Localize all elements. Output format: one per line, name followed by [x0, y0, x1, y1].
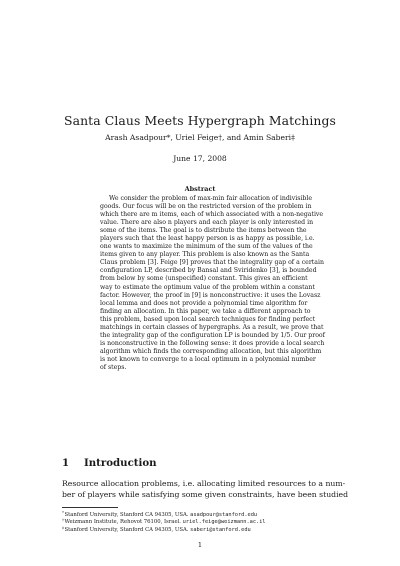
abstract-body	[100, 195, 325, 372]
section-title: Introduction	[84, 457, 157, 469]
abstract-line: local lemma and does not provide a polynomial time algorithm for	[100, 299, 308, 307]
abstract-heading: Abstract	[184, 185, 216, 193]
abstract-line: finding an allocation. In this paper, we take a different approach to	[100, 307, 311, 315]
abstract-line: matchings in certain classes of hypergraphs. As a result, we prove that	[100, 323, 324, 331]
footnote-email: saberi@stanford.edu	[190, 526, 251, 533]
footnote-rule	[62, 507, 118, 508]
abstract-line: this problem, based upon local search techniques for finding perfect	[100, 315, 316, 323]
abstract-line: We consider the problem of max-min fair allocation of indivisible	[109, 195, 313, 202]
paper-date: June 17, 2008	[173, 154, 227, 163]
footnote-email: asadpour@stanford.edu	[190, 511, 258, 518]
footnote-affiliation: Stanford University, Stanford CA 94305, USA.	[64, 511, 191, 518]
abstract-line: value. There are also n players and each player is only interested in	[100, 219, 314, 227]
abstract-line: goods. Our focus will be on the restricted version of the problem in	[100, 203, 312, 211]
footnote-mark: *	[62, 510, 64, 515]
footnote	[62, 509, 342, 516]
section-heading	[62, 457, 157, 469]
footnote-mark: ‡	[62, 524, 64, 530]
abstract-line: from below by some (unspecified) constant. This gives an efficient	[100, 275, 308, 283]
footnotes	[62, 509, 342, 531]
abstract-line: is nonconstructive in the following sense: it does provide a local search	[100, 339, 325, 347]
abstract-line: configuration LP, described by Bansal and Sviridenko [3], is bounded	[100, 267, 317, 275]
abstract-line: which there are m items, each of which associated with a non-negative	[100, 211, 324, 219]
footnote-email: uriel.feige@weizmann.ac.il	[182, 519, 266, 526]
footnote-affiliation: Stanford University, Stanford CA 94305, USA.	[64, 526, 191, 533]
abstract-line: items given to any player. This problem is also known as the Santa	[100, 251, 310, 259]
page-number: 1	[197, 541, 203, 549]
footnote-mark: †	[62, 517, 64, 523]
section-number: 1	[62, 457, 70, 469]
abstract-line: one wants to maximize the minimum of the sum of the values of the	[100, 243, 313, 251]
abstract-line: players such that the least happy person is as happy as possible, i.e.	[100, 235, 315, 243]
introduction-body	[62, 479, 349, 501]
abstract-line: factor. However, the proof in [9] is nonconstructive: it uses the Lovasz	[100, 291, 321, 299]
introduction-line: Resource allocation problems, i.e. allocating limited resources to a num-	[62, 479, 346, 488]
footnote	[62, 524, 342, 531]
paper-title: Santa Claus Meets Hypergraph Matchings	[64, 113, 336, 128]
abstract-line: algorithm which finds the corresponding allocation, but this algorithm	[100, 347, 322, 355]
abstract-line: way to estimate the optimum value of the problem within a constant	[100, 283, 315, 291]
abstract-line: the integrality gap of the configuration LP is bounded by 1/5. Our proof	[100, 331, 325, 339]
abstract-line: Claus problem [3]. Feige [9] proves that the integrality gap of a certain	[100, 259, 324, 267]
abstract-line: some of the items. The goal is to distribute the items between the	[100, 227, 307, 235]
abstract-line: of steps.	[100, 363, 127, 371]
footnote-affiliation: Weizmann Institute, Rehovot 76100, Israel.	[64, 519, 183, 526]
author-list: Arash Asadpour*, Uriel Feige†, and Amin Saberi‡	[105, 133, 295, 142]
footnote	[62, 516, 342, 526]
introduction-line: ber of players while satisfying some given constraints, have been studied	[62, 489, 349, 499]
abstract-line: is not known to converge to a local optimum in a polynomial number	[100, 355, 316, 363]
